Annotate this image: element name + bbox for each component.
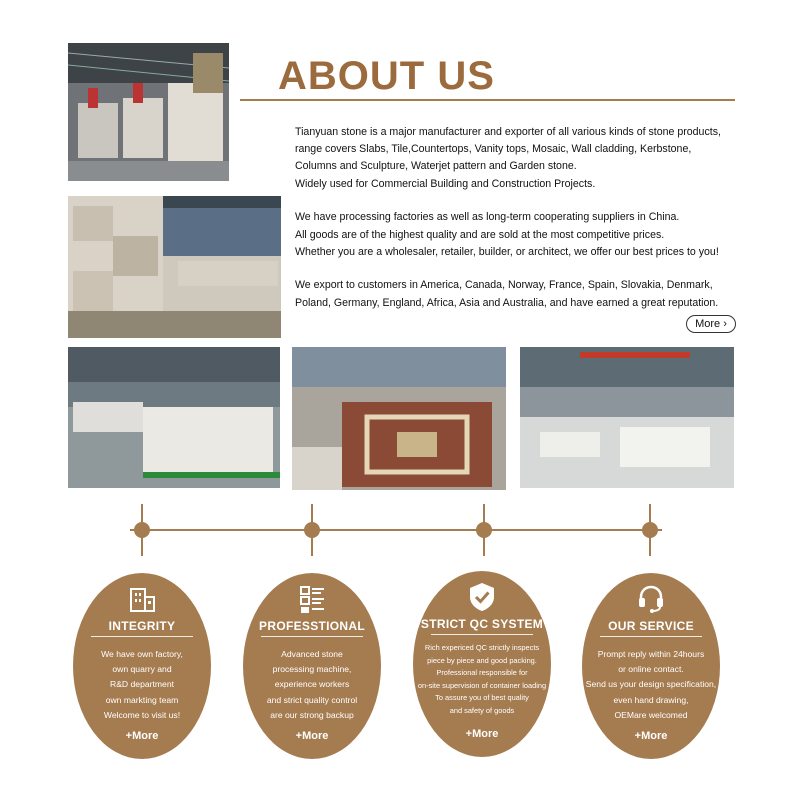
- feature-body: Advanced stone processing machine, experience workers and strict quality control are our strong backup: [266, 649, 358, 720]
- headset-icon: [635, 583, 667, 615]
- feature-more-link[interactable]: +More: [125, 730, 159, 742]
- feature-more-link[interactable]: +More: [295, 730, 329, 742]
- about-paragraph: Tianyuan stone is a major manufacturer and exporter of all various kinds of stone products, range covers Slabs, Tile,Countertops, Vanity tops, Mosaic, Wall cladding, Kerbstone, Columns and Sculpture, Waterjet pattern and Garden stone. Widely used for Commercial Building and Construction Projects.: [295, 126, 721, 190]
- timeline-dot: [476, 522, 492, 538]
- feature-more-link[interactable]: +More: [465, 728, 499, 740]
- feature-title: PROFESSTIONAL: [259, 619, 365, 633]
- feature-title: STRICT QC SYSTEM: [420, 617, 544, 631]
- warehouse-slabs-photo: [68, 347, 280, 488]
- waterjet-pattern-photo: [292, 347, 506, 490]
- feature-divider: [431, 634, 533, 635]
- feature-body: Prompt reply within 24hours or online contact. Send us your design specification, even hand drawing, OEMare welcomed: [585, 649, 717, 720]
- feature-more-link[interactable]: +More: [634, 730, 668, 742]
- timeline-dot: [304, 522, 320, 538]
- factory-machines-photo: [68, 43, 229, 181]
- chevron-right-icon: ›: [723, 318, 727, 330]
- about-title: ABOUT US: [278, 54, 495, 98]
- shield-check-icon: [466, 581, 498, 613]
- production-floor-photo: [520, 347, 734, 488]
- building-icon: [126, 583, 158, 615]
- feature-title: OUR SERVICE: [608, 619, 694, 633]
- feature-divider: [91, 636, 193, 637]
- feature-strict-qc[interactable]: [413, 571, 551, 757]
- more-button-label: More: [695, 318, 721, 330]
- about-text: [295, 124, 735, 328]
- feature-divider: [600, 636, 702, 637]
- stone-blocks-photo: [68, 196, 281, 338]
- timeline: [0, 500, 800, 560]
- feature-body: We have own factory, own quarry and R&D department own markting team Welcome to visit us!: [101, 649, 183, 720]
- feature-title: INTEGRITY: [108, 619, 176, 633]
- timeline-dot: [642, 522, 658, 538]
- feature-body: Rich expericed QC strictly inspects piece by piece and good packing. Professional responsible for on-site supervision of container loading To assure you of best quality and safety of goods: [417, 643, 547, 715]
- more-button[interactable]: [686, 315, 736, 333]
- feature-integrity[interactable]: [73, 573, 211, 759]
- feature-professional[interactable]: [243, 573, 381, 759]
- about-paragraph: We have processing factories as well as long-term cooperating suppliers in China. All goods are of the highest quality and are sold at the most competitive prices. Whether you are a wholesaler, retailer, builder, or architect, we offer our best prices to you!: [295, 211, 719, 258]
- feature-our-service[interactable]: [582, 573, 720, 759]
- timeline-dot: [134, 522, 150, 538]
- list-icon: [296, 583, 328, 615]
- about-paragraph: We export to customers in America, Canada, Norway, France, Spain, Slovakia, Denmark, Poland, Germany, England, Africa, Asia and Australia, and have earned a great reputation.: [295, 279, 719, 309]
- feature-divider: [261, 636, 363, 637]
- title-underline: [240, 99, 735, 101]
